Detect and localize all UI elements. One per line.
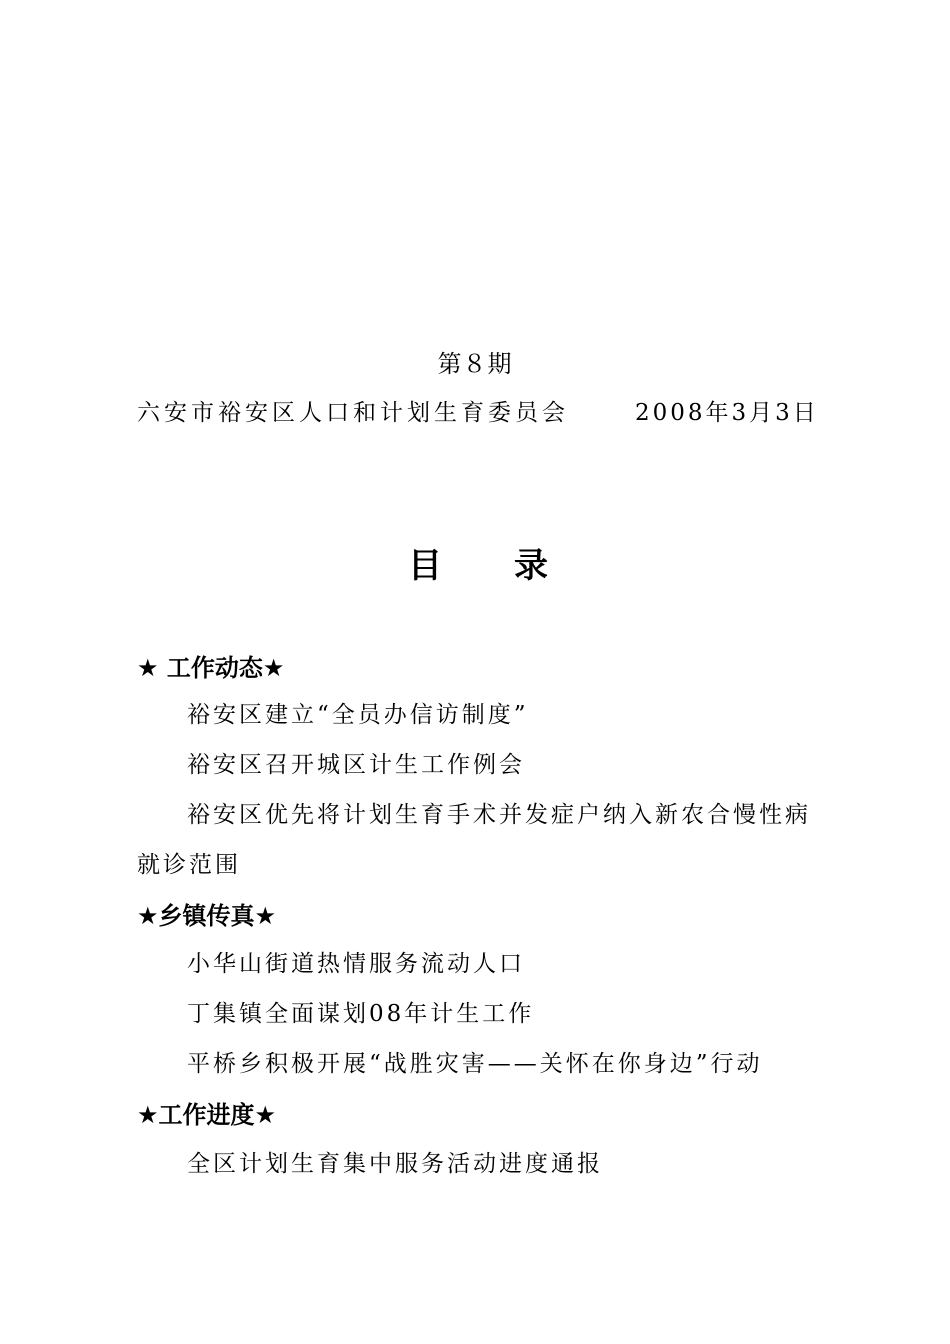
toc-item[interactable]: 裕安区优先将计划生育手术并发症户纳入新农合慢性病: [187, 802, 811, 828]
toc-title: [408, 538, 548, 587]
toc-item[interactable]: 裕安区建立“全员办信访制度”: [187, 702, 529, 728]
toc-title-char-1: 目: [408, 546, 442, 586]
toc-item-continuation[interactable]: 就诊范围: [137, 852, 241, 878]
toc-item[interactable]: 裕安区召开城区计生工作例会: [187, 752, 525, 778]
toc-item[interactable]: 丁集镇全面谋划08年计生工作: [187, 1001, 535, 1027]
toc-item[interactable]: 平桥乡积极开展“战胜灾害——关怀在你身边”行动: [187, 1051, 763, 1077]
toc-item[interactable]: 小华山街道热情服务流动人口: [187, 951, 525, 977]
section-heading-work-dynamics: ★ 工作动态★: [137, 654, 285, 682]
section-heading-work-progress: ★工作进度★: [137, 1101, 277, 1129]
toc-title-char-2: 录: [514, 546, 548, 586]
issue-date: 2008年3月3日: [635, 400, 819, 426]
issue-number: 第８期: [437, 350, 513, 378]
toc-item[interactable]: 全区计划生育集中服务活动进度通报: [187, 1151, 603, 1177]
organization-name: 六安市裕安区人口和计划生育委员会: [137, 400, 569, 426]
section-heading-township-fax: ★乡镇传真★: [137, 902, 277, 930]
